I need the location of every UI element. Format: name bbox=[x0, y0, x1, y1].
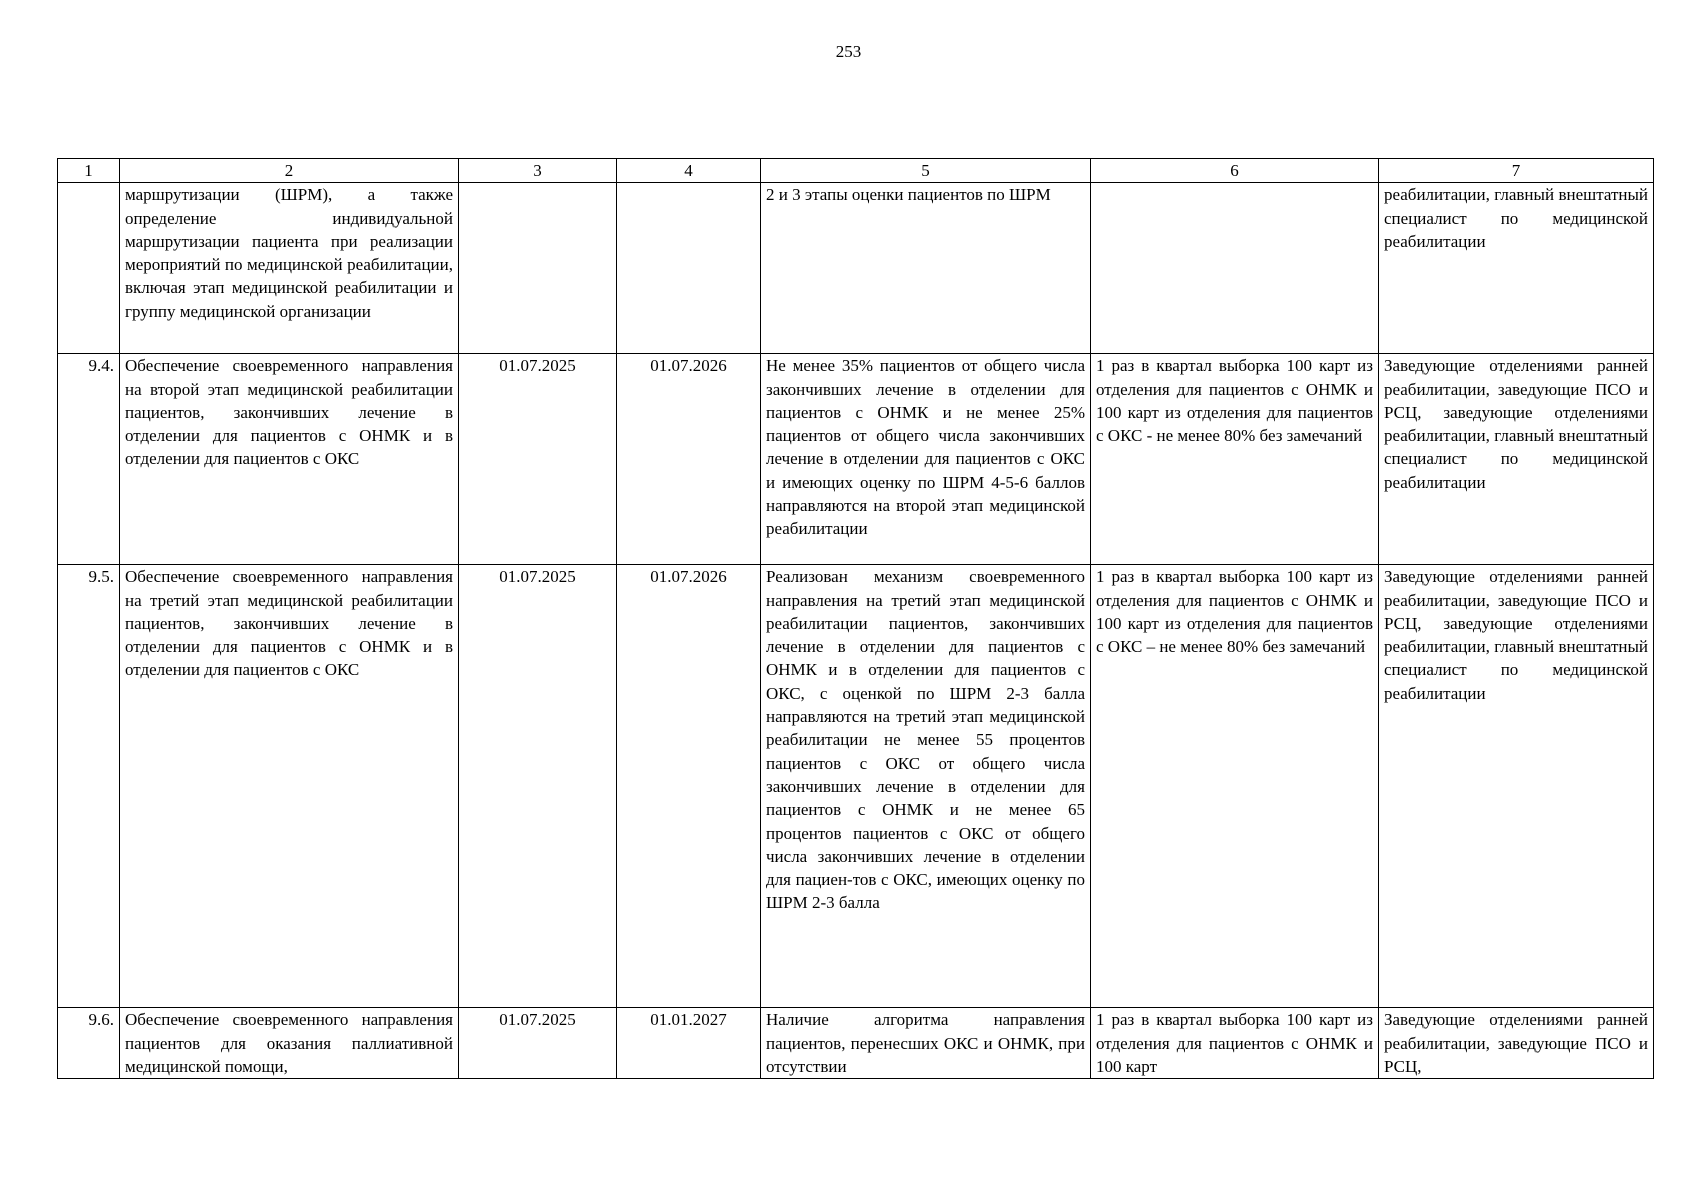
table-row bbox=[58, 183, 1654, 354]
responsible-cell bbox=[1379, 565, 1654, 1008]
result-cell bbox=[761, 354, 1091, 565]
task-text: Обеспечение своевременного направления пациентов для оказания паллиативной медицинской помощи, bbox=[125, 1010, 453, 1076]
result-cell bbox=[761, 1008, 1091, 1079]
start-date bbox=[459, 183, 617, 354]
column-number: 2 bbox=[120, 159, 459, 183]
task-text: маршрутизации (ШРМ), а также определение индивидуальной маршрутизации пациента при реализации мероприятий по медицинской реабилитации, включая этап медицинской реабилитации и группу медицинской организации bbox=[125, 185, 453, 321]
column-number: 4 bbox=[617, 159, 761, 183]
end-date: 01.01.2027 bbox=[617, 1008, 761, 1079]
result-text: 2 и 3 этапы оценки пациентов по ШРМ bbox=[766, 185, 1051, 205]
end-date bbox=[617, 183, 761, 354]
control-cell bbox=[1091, 1008, 1379, 1079]
item-number: 9.4. bbox=[58, 354, 120, 565]
column-number: 5 bbox=[761, 159, 1091, 183]
column-number: 3 bbox=[459, 159, 617, 183]
task-cell bbox=[120, 354, 459, 565]
responsible-text: Заведующие отделениями ранней реабилитации, заведующие ПСО и РСЦ, bbox=[1384, 1010, 1648, 1076]
control-cell bbox=[1091, 354, 1379, 565]
result-text: Реализован механизм своевременного направления на третий этап медицинской реабилитации пациентов, закончивших лечение в отделении для пациентов с ОНМК и в отделении для пациентов с ОКС, с оценкой по ШРМ 2-3 балла направляются на третий этап медицинской реабилитации не менее 55 процентов пациентов с ОКС от общего числа закончивших лечение в отделении для пациентов с ОНМК и не менее 65 процентов пациентов с ОКС от общего числа закончивших лечение в отделении для пациен-тов с ОКС, имеющих оценку по ШРМ 2-3 балла bbox=[766, 567, 1085, 913]
result-cell bbox=[761, 183, 1091, 354]
column-number: 7 bbox=[1379, 159, 1654, 183]
column-number: 6 bbox=[1091, 159, 1379, 183]
table-row bbox=[58, 1008, 1654, 1079]
responsible-cell bbox=[1379, 354, 1654, 565]
column-number: 1 bbox=[58, 159, 120, 183]
plan-table bbox=[57, 158, 1654, 1079]
table-row bbox=[58, 565, 1654, 1008]
responsible-cell bbox=[1379, 183, 1654, 354]
responsible-cell bbox=[1379, 1008, 1654, 1079]
responsible-text: реабилитации, главный внештатный специалист по медицинской реабилитации bbox=[1384, 185, 1648, 251]
start-date: 01.07.2025 bbox=[459, 1008, 617, 1079]
item-number: 9.5. bbox=[58, 565, 120, 1008]
task-text: Обеспечение своевременного направления на второй этап медицинской реабилитации пациентов, закончивших лечение в отделении для пациентов с ОНМК и в отделении для пациентов с ОКС bbox=[125, 356, 453, 469]
responsible-text: Заведующие отделениями ранней реабилитации, заведующие ПСО и РСЦ, заведующие отделениями реабилитации, главный внештатный специалист по медицинской реабилитации bbox=[1384, 567, 1648, 703]
control-cell bbox=[1091, 183, 1379, 354]
control-text: 1 раз в квартал выборка 100 карт из отделения для пациентов с ОНМК и 100 карт из отделения для пациентов с ОКС – не менее 80% без замечаний bbox=[1096, 567, 1373, 657]
item-number bbox=[58, 183, 120, 354]
task-cell bbox=[120, 183, 459, 354]
table-row bbox=[58, 354, 1654, 565]
end-date: 01.07.2026 bbox=[617, 354, 761, 565]
item-number: 9.6. bbox=[58, 1008, 120, 1079]
task-cell bbox=[120, 1008, 459, 1079]
task-text: Обеспечение своевременного направления на третий этап медицинской реабилитации пациентов, закончивших лечение в отделении для пациентов с ОНМК и в отделении для пациентов с ОКС bbox=[125, 567, 453, 680]
start-date: 01.07.2025 bbox=[459, 565, 617, 1008]
column-number-row bbox=[58, 159, 1654, 183]
control-text: 1 раз в квартал выборка 100 карт из отделения для пациентов с ОНМК и 100 карт из отделения для пациентов с ОКС - не менее 80% без замечаний bbox=[1096, 356, 1373, 446]
result-text: Не менее 35% пациентов от общего числа закончивших лечение в отделении для пациентов с ОНМК и не менее 25% пациентов от общего числа закончивших лечение в отделении для пациентов с ОКС и имеющих оценку по ШРМ 4-5-6 баллов направляются на второй этап медицинской реабилитации bbox=[766, 356, 1085, 539]
result-text: Наличие алгоритма направления пациентов, перенесших ОКС и ОНМК, при отсутствии bbox=[766, 1010, 1085, 1076]
task-cell bbox=[120, 565, 459, 1008]
responsible-text: Заведующие отделениями ранней реабилитации, заведующие ПСО и РСЦ, заведующие отделениями реабилитации, главный внештатный специалист по медицинской реабилитации bbox=[1384, 356, 1648, 492]
end-date: 01.07.2026 bbox=[617, 565, 761, 1008]
control-text: 1 раз в квартал выборка 100 карт из отделения для пациентов с ОНМК и 100 карт bbox=[1096, 1010, 1373, 1076]
start-date: 01.07.2025 bbox=[459, 354, 617, 565]
control-cell bbox=[1091, 565, 1379, 1008]
page-number: 253 bbox=[835, 42, 862, 61]
result-cell bbox=[761, 565, 1091, 1008]
